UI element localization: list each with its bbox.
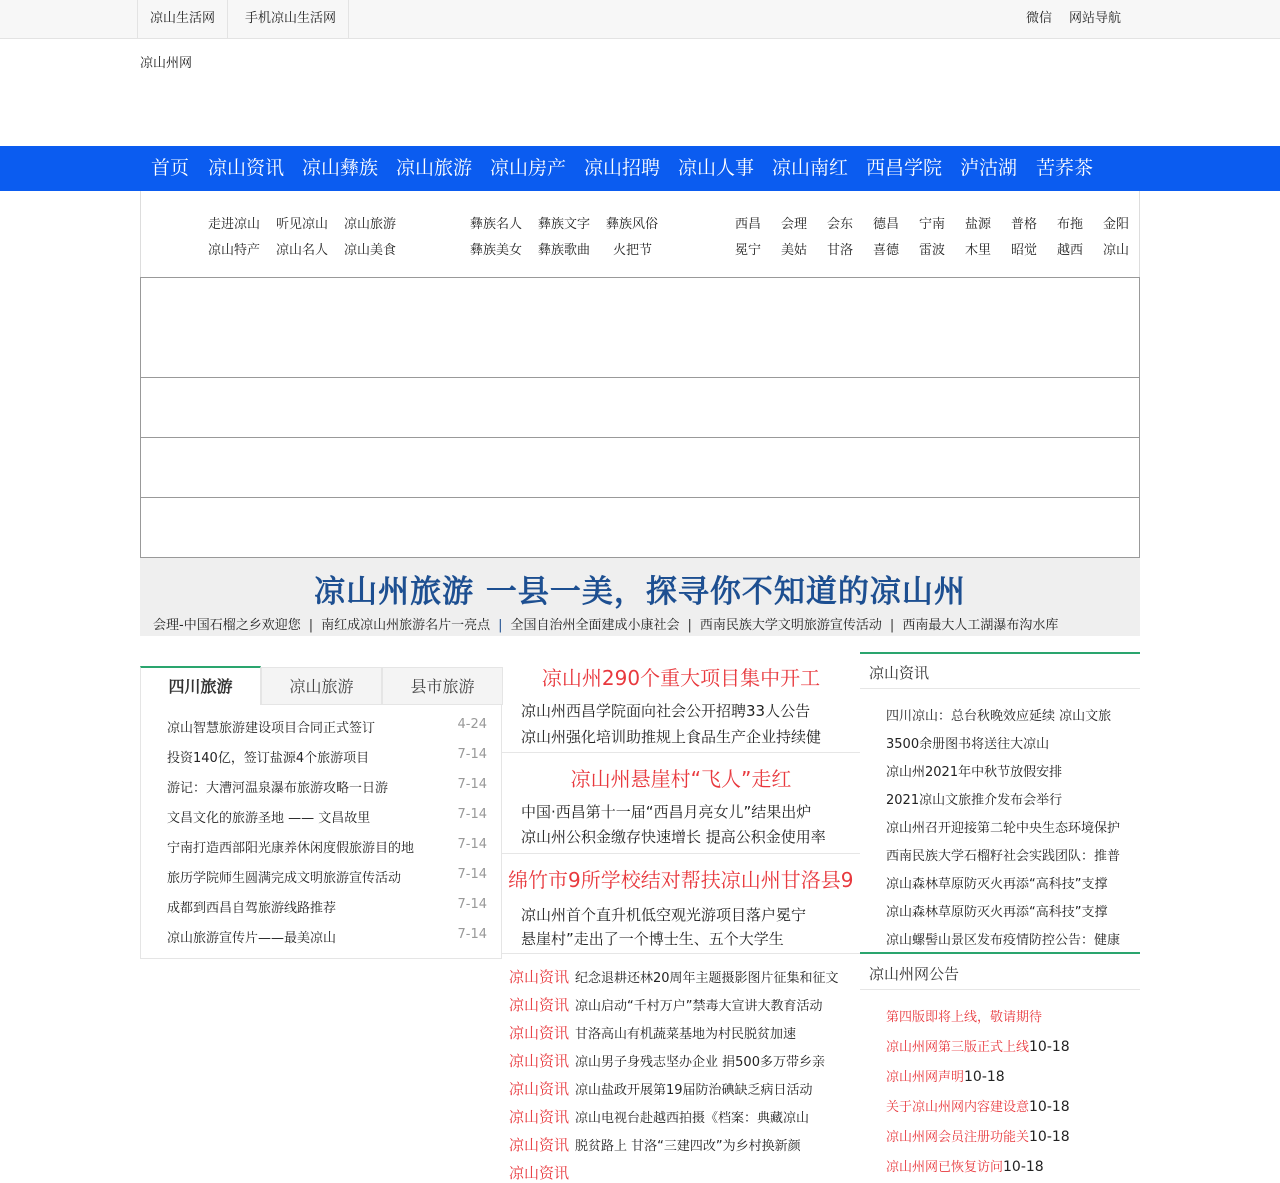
nav-item[interactable]: 凉山资讯 — [208, 157, 285, 179]
top-link-wechat[interactable]: 微信 — [1026, 11, 1053, 26]
notice-title: 凉山州网公告 — [869, 965, 960, 983]
news-link[interactable]: 四川凉山：总台秋晚效应延续 凉山文旅 — [886, 709, 1112, 724]
list-item-date: 7-14 — [457, 867, 487, 882]
county-link[interactable]: 昭觉 — [1011, 243, 1038, 258]
list-item-title[interactable]: 凉山智慧旅游建设项目合同正式签订 — [167, 721, 376, 736]
top-link-sitemap[interactable]: 网站导航 — [1069, 11, 1122, 26]
subnav-link[interactable]: 彝族歌曲 — [538, 243, 591, 258]
main-nav — [0, 146, 1280, 191]
tab-county[interactable]: 县市旅游 — [382, 667, 503, 705]
list-item[interactable] — [167, 717, 487, 736]
category-tag[interactable]: 凉山资讯 — [509, 1024, 570, 1042]
travel-tabs-panel — [140, 667, 502, 959]
news-row[interactable] — [509, 1106, 864, 1127]
county-link[interactable]: 盐源 — [965, 217, 992, 232]
news-link[interactable]: 凉山森林草原防灭火再添“高科技”支撑 — [886, 877, 1108, 892]
county-link[interactable]: 宁南 — [919, 217, 946, 232]
category-tag[interactable]: 凉山资讯 — [509, 1080, 570, 1098]
news-link[interactable]: 中国·西昌第十一届“西昌月亮女儿”结果出炉 — [521, 803, 812, 821]
headline[interactable]: 凉山州290个重大项目集中开工 — [541, 666, 821, 690]
list-item-title[interactable]: 宁南打造西部阳光康养休闲度假旅游目的地 — [167, 841, 415, 856]
site-logo[interactable]: 凉山州网 — [140, 56, 193, 71]
notice-link[interactable]: 凉山州网已恢复访问 — [886, 1160, 1004, 1175]
separator: | — [308, 618, 314, 633]
notice-link[interactable]: 凉山州网第三版正式上线 — [886, 1040, 1030, 1055]
nav-item[interactable]: 苦荞茶 — [1036, 157, 1094, 179]
category-tag[interactable]: 凉山资讯 — [509, 968, 570, 986]
subnav-link[interactable]: 彝族文字 — [538, 217, 591, 232]
notice-date: 10-18 — [1029, 1099, 1070, 1115]
news-link[interactable]: 甘洛高山有机蔬菜基地为村民脱贫加速 — [575, 1027, 797, 1042]
county-link[interactable]: 普格 — [1011, 217, 1038, 232]
nav-item[interactable]: 首页 — [151, 157, 190, 179]
sub-nav — [140, 191, 1140, 278]
county-link[interactable]: 冕宁 — [735, 243, 762, 258]
nav-item[interactable]: 凉山房产 — [490, 157, 567, 179]
county-link[interactable]: 西昌 — [735, 217, 762, 232]
banner-link[interactable]: 会理-中国石榴之乡欢迎您 — [153, 618, 301, 633]
county-link[interactable]: 凉山 — [1103, 243, 1130, 258]
subnav-link[interactable]: 彝族名人 — [470, 217, 523, 232]
tab-sichuan[interactable]: 四川旅游 — [140, 666, 261, 705]
top-link-mobile[interactable]: 手机凉山生活网 — [233, 0, 349, 38]
news-link[interactable]: 纪念退耕还林20周年主题摄影图片征集和征文 — [575, 971, 839, 986]
category-tag[interactable]: 凉山资讯 — [509, 1136, 570, 1154]
subnav-link[interactable]: 听见凉山 — [276, 217, 329, 232]
county-link[interactable]: 甘洛 — [827, 243, 854, 258]
ad-slot — [140, 497, 1140, 557]
banner-title: 凉山州旅游 一县一美，探寻你不知道的凉山州 — [314, 574, 966, 610]
separator: | — [687, 618, 692, 633]
ad-slot — [140, 437, 1140, 497]
list-item[interactable] — [167, 897, 487, 916]
nav-item[interactable]: 凉山旅游 — [396, 157, 473, 179]
county-link[interactable]: 越西 — [1057, 243, 1084, 258]
list-item-date: 7-14 — [457, 837, 487, 852]
headline[interactable]: 凉山州悬崖村“飞人”走红 — [570, 767, 792, 791]
subnav-link[interactable]: 凉山美食 — [344, 243, 397, 258]
subnav-link[interactable]: 彝族风俗 — [606, 217, 659, 232]
news-row[interactable] — [509, 1134, 864, 1155]
notice-item[interactable] — [886, 1006, 1042, 1025]
divider — [860, 989, 1140, 990]
banner-links — [153, 614, 1058, 633]
county-link[interactable]: 布拖 — [1057, 217, 1084, 232]
county-link[interactable]: 德昌 — [873, 217, 900, 232]
category-tag[interactable]: 凉山资讯 — [509, 996, 570, 1014]
notice-item[interactable] — [886, 1156, 1044, 1175]
list-item[interactable] — [167, 807, 487, 826]
county-link[interactable]: 会理 — [781, 217, 808, 232]
notice-date: 10-18 — [964, 1069, 1005, 1085]
subnav-link[interactable]: 凉山旅游 — [344, 217, 397, 232]
news-link[interactable]: 凉山州公积金缴存快速增长 提高公积金使用率 — [521, 828, 826, 846]
banner-link[interactable]: 西南最大人工湖瀑布沟水库 — [902, 618, 1059, 633]
news-row[interactable] — [509, 994, 864, 1015]
news-link[interactable]: 悬崖村”走出了一个博士生、五个大学生 — [521, 930, 784, 948]
news-link[interactable]: 凉山州2021年中秋节放假安排 — [886, 765, 1063, 780]
nav-item[interactable]: 凉山招聘 — [584, 157, 661, 179]
divider — [502, 752, 860, 753]
nav-item[interactable]: 西昌学院 — [866, 157, 943, 179]
news-link[interactable]: 凉山男子身残志坚办企业 捐500多万带乡亲 — [575, 1055, 825, 1070]
divider — [502, 953, 860, 954]
notice-link[interactable]: 凉山州网会员注册功能关 — [886, 1130, 1030, 1145]
news-link[interactable]: 凉山螺髻山景区发布疫情防控公告：健康 — [886, 933, 1121, 948]
ad-slot — [140, 377, 1140, 437]
news-link[interactable]: 凉山启动“千村万户”禁毒大宣讲大教育活动 — [575, 999, 823, 1014]
top-link-site[interactable]: 凉山生活网 — [137, 0, 228, 38]
list-item-title[interactable]: 凉山旅游宣传片——最美凉山 — [167, 931, 337, 946]
list-item[interactable] — [167, 747, 487, 766]
divider — [860, 688, 1140, 689]
subnav-link[interactable]: 火把节 — [613, 243, 653, 258]
county-link[interactable]: 美姑 — [781, 243, 808, 258]
list-item[interactable] — [167, 837, 487, 856]
top-bar — [0, 0, 1280, 39]
list-item-date: 7-14 — [457, 927, 487, 942]
news-row[interactable] — [509, 1022, 864, 1043]
news-link[interactable]: 西南民族大学石榴籽社会实践团队：推普 — [886, 849, 1121, 864]
news-link[interactable]: 凉山森林草原防灭火再添“高科技”支撑 — [886, 905, 1108, 920]
list-item-date: 7-14 — [457, 897, 487, 912]
divider — [502, 853, 860, 854]
news-row[interactable] — [509, 1078, 864, 1099]
news-panel-title: 凉山资讯 — [869, 664, 930, 682]
list-item[interactable] — [167, 867, 487, 886]
notice-link[interactable]: 关于凉山州网内容建设意 — [886, 1100, 1030, 1115]
list-item-title[interactable]: 游记：大漕河温泉瀑布旅游攻略一日游 — [167, 781, 389, 796]
separator: | — [498, 618, 503, 633]
nav-item[interactable]: 泸沽湖 — [960, 157, 1018, 179]
banner-link[interactable]: 西南民族大学文明旅游宣传活动 — [699, 618, 882, 633]
tab-liangshan[interactable]: 凉山旅游 — [261, 667, 382, 705]
news-link[interactable]: 脱贫路上 甘洛“三建四改”为乡村换新颜 — [575, 1139, 801, 1154]
county-link[interactable]: 雷波 — [919, 243, 946, 258]
ad-slot — [140, 277, 1140, 377]
list-item-title[interactable]: 投资140亿，签订盐源4个旅游项目 — [167, 751, 370, 766]
nav-item[interactable]: 凉山南红 — [772, 157, 849, 179]
nav-item[interactable]: 凉山彝族 — [302, 157, 379, 179]
county-link[interactable]: 会东 — [827, 217, 854, 232]
news-link[interactable]: 凉山州西昌学院面向社会公开招聘33人公告 — [521, 702, 811, 720]
list-item-date: 4-24 — [457, 717, 487, 732]
news-link[interactable]: 3500余册图书将送往大凉山 — [886, 737, 1050, 752]
news-link[interactable]: 凉山盐政开展第19届防治碘缺乏病日活动 — [575, 1083, 813, 1098]
list-item-title[interactable]: 文昌文化的旅游圣地 —— 文昌故里 — [167, 811, 371, 826]
notice-date: 10-18 — [1029, 1129, 1070, 1145]
subnav-link[interactable]: 走进凉山 — [208, 217, 261, 232]
county-link[interactable]: 金阳 — [1103, 217, 1130, 232]
notice-link[interactable]: 第四版即将上线，敬请期待 — [886, 1010, 1043, 1025]
notice-date: 10-18 — [1003, 1159, 1044, 1175]
news-link[interactable]: 凉山州强化培训助推规上食品生产企业持续健 — [521, 728, 822, 746]
subnav-link[interactable]: 彝族美女 — [470, 243, 523, 258]
county-link[interactable]: 木里 — [965, 243, 992, 258]
notice-item[interactable] — [886, 1126, 1070, 1145]
banner-link[interactable]: 南红成凉山州旅游名片一亮点 — [321, 618, 491, 633]
notice-item[interactable] — [886, 1096, 1070, 1115]
category-tag[interactable]: 凉山资讯 — [509, 1052, 570, 1070]
separator: | — [889, 618, 895, 633]
subnav-link[interactable]: 凉山名人 — [276, 243, 329, 258]
notice-item[interactable] — [886, 1066, 1005, 1085]
notice-item[interactable] — [886, 1036, 1070, 1055]
county-link[interactable]: 喜德 — [873, 243, 900, 258]
list-item-date: 7-14 — [457, 747, 487, 762]
news-row[interactable] — [509, 1162, 864, 1183]
list-item-title[interactable]: 成都到西昌自驾旅游线路推荐 — [167, 901, 337, 916]
travel-banner — [140, 557, 1140, 636]
news-link[interactable]: 凉山电视台赴越西拍摄《档案：典藏凉山 — [575, 1111, 810, 1126]
notice-link[interactable]: 凉山州网声明 — [886, 1070, 965, 1085]
subnav-link[interactable]: 凉山特产 — [208, 243, 261, 258]
news-row[interactable] — [509, 1050, 864, 1071]
news-link[interactable]: 2021凉山文旅推介发布会举行 — [886, 793, 1063, 808]
news-row[interactable] — [509, 966, 864, 987]
list-item[interactable] — [167, 927, 487, 946]
list-item-title[interactable]: 旅历学院师生圆满完成文明旅游宣传活动 — [167, 871, 402, 886]
headline[interactable]: 绵竹市9所学校结对帮扶凉山州甘洛县9 — [508, 868, 854, 892]
notice-date: 10-18 — [1029, 1039, 1070, 1055]
news-link[interactable]: 凉山州首个直升机低空观光游项目落户冕宁 — [521, 906, 807, 924]
news-link[interactable]: 凉山州召开迎接第二轮中央生态环境保护 — [886, 821, 1121, 836]
banner-link[interactable]: 全国自治州全面建成小康社会 — [510, 618, 680, 633]
category-tag[interactable]: 凉山资讯 — [509, 1108, 570, 1126]
list-item-date: 7-14 — [457, 807, 487, 822]
category-tag[interactable]: 凉山资讯 — [509, 1164, 570, 1182]
nav-item[interactable]: 凉山人事 — [678, 157, 755, 179]
list-item[interactable] — [167, 777, 487, 796]
list-item-date: 7-14 — [457, 777, 487, 792]
